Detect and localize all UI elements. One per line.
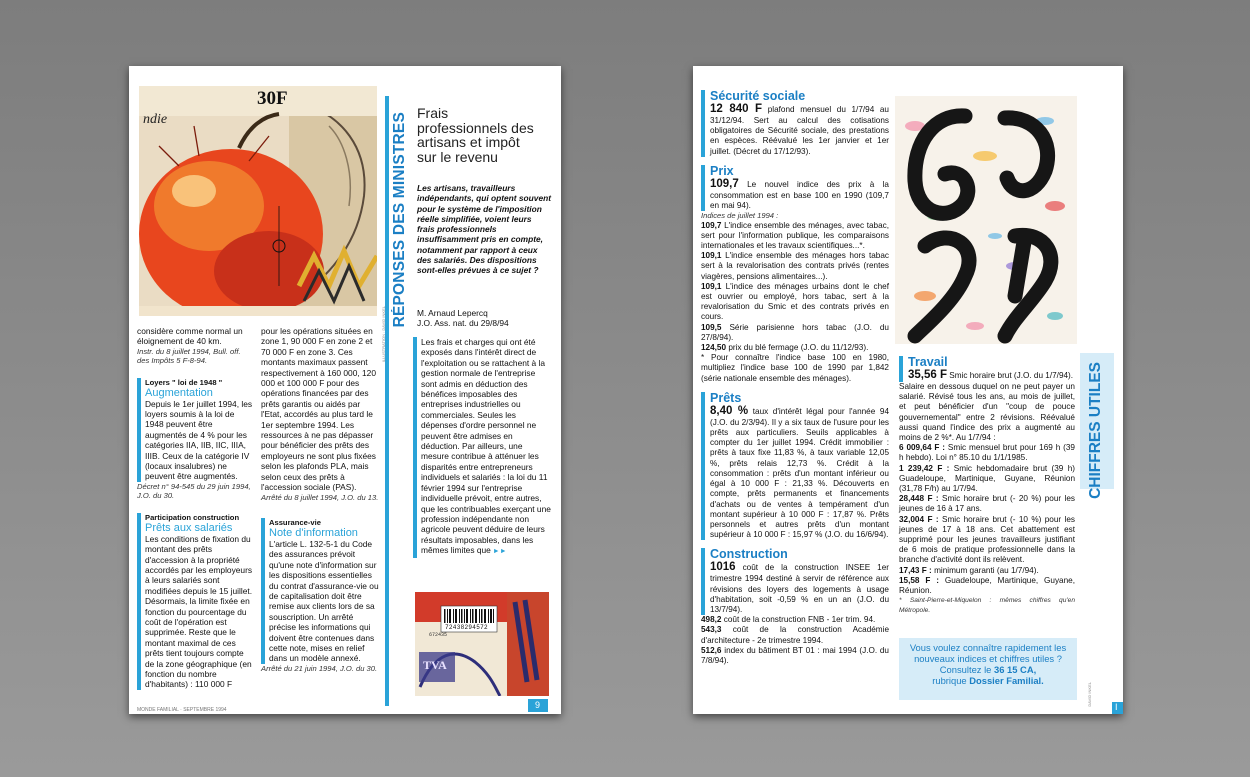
- promo-box: [899, 638, 1077, 700]
- prets-number: 8,40 %: [710, 404, 749, 417]
- participation-continued: pour les opérations situées en zone 1, 90 000 F en zone 2 et 70 000 F en zone 3. Ces montants maximaux passent respectivement à 160 000, 120 000 et 100 000 F pour des opérations financées par des prêts garantis ou aidés par l'Etat, accordés au plus tard le 1er septembre 1994. Les ressources à ne pas dépasser pour bénéficier des prêts des employeurs ne sont plus fixées selon les plafonds PLA, mais selon ceux des prêts à l'accession sociale (PAS).: [261, 326, 377, 493]
- page-number: 9: [535, 700, 541, 710]
- promo-rubrique: rubrique Dossier Familial.: [932, 675, 1044, 686]
- prets-title: Prêts: [710, 390, 742, 405]
- loyers-heading: [137, 378, 253, 482]
- prix-section: [701, 165, 889, 211]
- travail-item: 28,448 F : Smic horaire brut (- 20 %) pour les jeunes de 16 à 17 ans.: [899, 494, 1075, 514]
- prix-item: 124,50 prix du blé fermage (J.O. du 11/12/93).: [701, 343, 869, 353]
- assurance-ref: Arrêté du 21 juin 1994, J.O. du 30.: [261, 663, 378, 673]
- travail-text: Salaire en dessous duquel on ne peut payer un salarié. Révisé tous les ans, au mois de juillet, et peut bénéficier d'un "coup de pouce gouvernemental" entre 2 révisions. Réévalué aussi quand l'indice des prix a augmenté au moins de 2 %*. Au 1/7/94 :: [899, 382, 1075, 443]
- loyers-text: Depuis le 1er juillet 1994, les loyers soumis à la loi de 1948 peuvent être augmentés de 4 % pour les catégories IIA, IIB, IIC, IIIA, IIIB. Ceux de la catégorie IV (locaux insalubres) ne peuvent être augmentés.: [145, 398, 253, 482]
- assurance-heading: [261, 518, 379, 664]
- participation-title: Prêts aux salariés: [145, 521, 233, 534]
- minister-question: Les artisans, travailleurs indépendants, qui optent souvent pour le système de l'imposition réelle simplifiée, voient leurs frais professionnels insuffisamment pris en compte, notamment par rapport à ceux des salariés. Des dispositions sont-elles prévues à ce sujet ?: [417, 183, 551, 276]
- construction-title: Construction: [710, 547, 788, 562]
- travail-item: 32,004 F : Smic horaire brut (- 10 %) pour les jeunes de 17 à 18 ans. Cet abattement est supprimé pour les jeunes travailleurs justifiant de 6 mois de pratique professionnelle dans la branche d'activité dont ils relèvent.: [899, 514, 1075, 565]
- travail-item: 15,58 F : Guadeloupe, Martinique, Guyane, Réunion.: [899, 575, 1075, 596]
- right-column-1: [701, 90, 889, 666]
- construction-text: coût de la construction INSEE 1er trimestre 1994 destiné à servir de référence aux révisions des loyers des logements à usage d'habitation, soit -0,59 % en un an (J.O. du 13/7/94).: [710, 563, 889, 614]
- stamp-word: ndie: [143, 112, 168, 127]
- prix-item: 109,5 Série parisienne hors tabac (J.O. du 27/8/94).: [701, 322, 889, 342]
- prix-item: 109,1 L'indice des ménages urbains dont le chef est ouvrier ou employé, hors tabac, sert à la revalorisation du Smic et des contrats privés en cours.: [701, 281, 889, 322]
- barcode-small-digits: 672435: [429, 632, 448, 638]
- construction-item: 543,3 coût de la construction Académie d'architecture - 2e trimestre 1994.: [701, 625, 890, 645]
- prix-indices-label: Indices de juillet 1994 :: [701, 211, 779, 221]
- prets-section: [701, 392, 889, 540]
- loyers-ref: Décret n° 94-545 du 29 juin 1994, J.O. du 30.: [137, 481, 251, 501]
- secu-text: plafond mensuel du 1/7/94 au 31/12/94. Sert au calcul des cotisations obligatoires de Sécurité sociale, des prestations en espèces. Réévalué les 1er janvier et 1er juillet. (Décret du 17/12/93).: [710, 105, 889, 156]
- loyers-title: Augmentation: [145, 386, 213, 399]
- apple-illustration: [139, 86, 377, 316]
- participation-ref: Arrêté du 8 juillet 1994, J.O. du 13.: [261, 492, 379, 502]
- promo-code: 36 15 CA,: [993, 664, 1037, 675]
- left-page: [129, 66, 561, 714]
- travail-note: * Saint-Pierre-et-Miquelon : mêmes chiffres qu'en Métropole.: [899, 597, 1075, 614]
- prix-item: 109,1 L'indice ensemble des ménages hors tabac sert à la revalorisation des contrats privés (rentes viagères, pensions alimentaires...).: [701, 251, 889, 281]
- prets-text: taux d'intérêt légal pour l'année 94 (J.O. du 2/3/94). Il y a six taux de l'usure pour les prêts aux particuliers. Seuils applicables à compter du 1er juillet 1994. Crédit immobilier : prêts à taux fixe 11,83 %, à taux variable 12,05 %, prêts relais 12,73 %. Crédit à la consommation : prêts d'un montant inférieur ou égal à 10 000 F : 21,33 %. Découverts en compte, prêts permanents et financements d'achats ou de ventes à tempérament d'un montant supérieur à 10 000 F : 17,87 %. Prêts personnels et autres prêts d'un montant supérieur à 10 000 F : 15,97 % (J.O. du 16/6/94).: [710, 406, 889, 540]
- numbers-illustration-credit: DAVID INKEL: [1087, 682, 1092, 707]
- participation-category: Participation construction: [145, 512, 240, 522]
- intro-ref: Instr. du 8 juillet 1994, Bull. off. des Impôts 5 F-8-94.: [137, 346, 241, 366]
- construction-item: 512,6 index du bâtiment BT 01 : mai 1994 (J.O. du 7/8/94).: [701, 645, 889, 665]
- construction-number: 1016: [710, 561, 736, 574]
- promo-consult: Consultez le 36 15 CA,: [939, 664, 1037, 675]
- assurance-title: Note d'information: [269, 526, 358, 539]
- prix-note: * Pour connaître l'indice base 100 en 1980, multipliez l'indice base 100 de 1990 par 1,842 (série nationale ensemble des ménages).: [701, 353, 889, 383]
- answer-text: Les frais et charges qui ont été exposés dans l'intérêt direct de l'exploitation ou se rattachent à la gestion normale de l'entreprise sont admis en déduction des bénéfices imposables des entreprises industrielles ou commerciales. Seules les dépenses d'ordre personnel ne peuvent être admises en déduction. Par ailleurs, une mesure contribue à atténuer les disparités entre entrepreneurs individuels et salariés : la loi du 11 février 1994 sur l'entreprise individuelle prévoit, entre autres, que les contribuables exerçant une profession indépendante non agricole peuvent déduire de leurs résultats imposables, dans les mêmes limites que: [421, 337, 551, 556]
- prix-number: 109,7: [710, 177, 739, 190]
- travail-intro: Smic horaire brut (J.O. du 1/7/94).: [949, 371, 1074, 380]
- travail-title: Travail: [908, 355, 948, 369]
- right-column-2: [899, 356, 1075, 615]
- right-page-number: I: [1115, 702, 1118, 712]
- travail-item: 1 239,42 F : Smic hebdomadaire brut (39 h) Guadeloupe, Martinique, Guyane, Réunion (31,78 F/h) au 1/7/94.: [899, 463, 1075, 494]
- intro-text: considère comme normal un éloignement de 40 km.: [137, 326, 243, 347]
- barcode-illustration: [415, 592, 549, 696]
- right-section-title: CHIFFRES UTILES: [1087, 362, 1104, 499]
- promo-question: Vous voulez connaître rapidement les nouveaux indices et chiffres utiles ?: [909, 642, 1067, 664]
- prix-title: Prix: [710, 163, 734, 178]
- stamp-price: 30F: [257, 88, 288, 109]
- question-ref: J.O. Ass. nat. du 29/8/94: [417, 318, 509, 328]
- participation-heading: [137, 513, 253, 690]
- travail-item: 17,43 F : minimum garanti (au 1/7/94).: [899, 565, 1039, 575]
- travail-section: [899, 356, 1075, 382]
- tva-label: TVA: [423, 658, 447, 672]
- section-title: RÉPONSES DES MINISTRES: [391, 112, 408, 328]
- page-footer: MONDE FAMILIAL · SEPTEMBRE 1994: [137, 707, 227, 713]
- construction-item: 498,2 coût de la construction FNB - 1er trim. 94.: [701, 615, 876, 625]
- left-column-1: [137, 326, 253, 690]
- secu-title: Sécurité sociale: [710, 89, 806, 103]
- secu-section: [701, 90, 889, 157]
- assurance-category: Assurance-vie: [269, 517, 321, 527]
- participation-text: Les conditions de fixation du montant des prêts d'accession à la propriété accordés par les employeurs à leurs salariés sont modifiées depuis le 15 juillet. Désormais, la limite fixée en fonction du pourcentage du coût de l'opération est supprimée. Reste que le montant maximal de ces prêts tient toujours compte de la zone géographique (en fonction du nombre d'habitants) : 110 000 F: [145, 533, 253, 690]
- illustration-credit: ILLUSTRATION : DAVID INKEL: [381, 306, 386, 363]
- promo-rubrique-name: Dossier Familial.: [969, 675, 1044, 686]
- secu-number: 12 840 F: [710, 103, 763, 115]
- prix-item: 109,7 L'indice ensemble des ménages, avec tabac, sert pour l'information publique, les comparaisons internationales et les travaux scientifiques...*.: [701, 220, 889, 251]
- construction-section: [701, 548, 889, 615]
- prix-text: Le nouvel indice des prix à la consommation est en base 100 en 1990 (109,7 en mai 94).: [710, 179, 889, 211]
- travail-item: 6 009,64 F : Smic mensuel brut pour 169 h (39 h hebdo). Loi n° 85.10 du 1/1/1985.: [899, 443, 1075, 463]
- left-column-2: [261, 326, 379, 673]
- question-author: M. Arnaud Lepercq: [417, 308, 488, 318]
- loyers-category: Loyers " loi de 1948 ": [145, 377, 223, 387]
- travail-number: 35,56 F: [908, 369, 947, 381]
- barcode-digits: 72438294572: [445, 624, 488, 631]
- numbers-illustration: [895, 96, 1077, 344]
- article-title: Frais professionnels des artisans et impôt sur le revenu: [417, 105, 534, 165]
- assurance-text: L'article L. 132-5-1 du Code des assurances prévoit qu'une note d'information sur les dispositions essentielles du contrat d'assurance-vie ou de capitalisation doit être remise aux clients lors de sa souscription. Un arrêté précise les informations qui doivent être contenues dans cette note, mises en relief dans un modèle annexé.: [269, 538, 379, 664]
- minister-answer: Les frais et charges qui ont été exposés dans l'intérêt direct de l'exploitation ou se rattachent à la gestion normale de l'entreprise sont admis en déduction des bénéfices imposables des entreprises industrielles ou commerciales. Seules les dépenses d'ordre personnel ne peuvent être admises en déduction. Par ailleurs, une mesure contribue à atténuer les disparités entre entrepreneurs individuels et salariés : la loi du 11 février 1994 sur l'entreprise individuelle prévoit, entre autres, que les contribuables exerçant une profession indépendante non agricole peuvent déduire de leurs résultats imposables, dans les mêmes limites que ►►: [413, 337, 552, 558]
- right-page: [693, 66, 1123, 714]
